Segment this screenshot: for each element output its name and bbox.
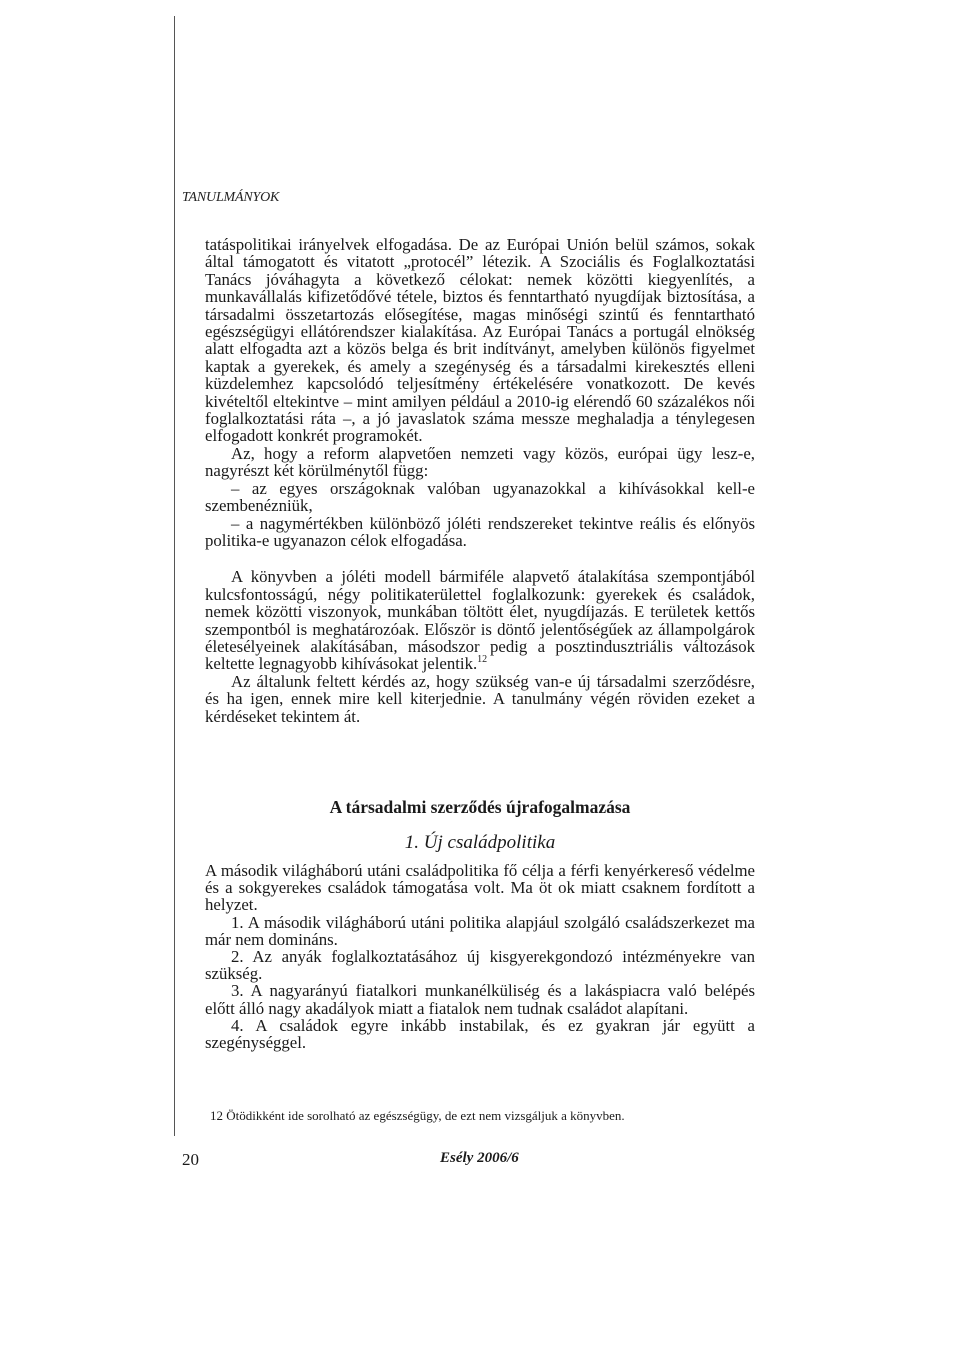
paragraph-3-text: A könyvben a jóléti modell bármiféle alapvető átalakítása szempontjából kulcsfontosságú, négy politikaterülettel foglalkozunk: gyerekek és családok, nemek közötti viszonyok, munkában töltött élet, nyugdíjazás. E területek kettős szempontból is meghatározóak. Először is döntő jelentőségűek az állampolgárok életesélyeinek alakításában, másodszor pedig a posztindusztriális változások keltette legnagyobb kihívásokat jelentik. — [205, 567, 755, 674]
journal-name: Esély 2006/6 — [440, 1150, 519, 1166]
section-title: A társadalmi szerződés újrafogalmazása — [329, 797, 631, 817]
running-head: TANULMÁNYOK — [182, 190, 280, 205]
paragraph-1: tatáspolitikai irányelvek elfogadása. De az Európai Unión belül számos, sokak által támogatott és vitatott „protocél” létezik. A Szociális és Foglalkoztatási Tanács jóváhagyta a következő célokat: nemek közötti kiegyenlítés, a munkavállalás kifizetődővé tétele, biztos és fenntartható nyugdíjak biztosítása, a társadalmi összetartozás elősegítése, magas minőségi szintű és fenntartható egészségügyi ellátórendszer kialakítása. Az Európai Tanács a portugál elnökség alatt elfogadta azt a közös belga és brit indítványt, amelyben különös figyelmet kaptak a gyerekek, és amely a szegénység és a társadalmi kirekesztés elleni küzdelemhez kapcsolódó teljesítmény értékelésére vonatkozott. De kevés kivételtől eltekintve – mint amilyen például a 2010-ig elérendő 60 százalékos női foglalkoztatási ráta –, a jó javaslatok száma messze meghaladja a ténylegesen elfogadott konkrét programokét. — [205, 235, 755, 446]
list-item: 2. Az anyák foglalkoztatásához új kisgyerekgondozó intézményekre van szükség. — [205, 947, 755, 984]
paragraph-2: Az, hogy a reform alapvetően nemzeti vagy közös, európai ügy lesz-e, nagyrészt két körülménytől függ: — [205, 443, 755, 481]
section-subtitle: 1. Új családpolitika — [404, 832, 556, 853]
margin-rule — [174, 16, 175, 1136]
dash-item-2: – a nagymértékben különböző jóléti rendszereket tekintve reális és előnyös politika-e ugyanazon célok elfogadása. — [205, 513, 755, 550]
dash-item-1: – az egyes országoknak valóban ugyanazokkal a kihívásokkal kell-e szembenézniük, — [205, 478, 755, 516]
section-text — [205, 862, 755, 1051]
paragraph-3 — [205, 568, 755, 672]
list-item: 1. A második világháború utáni politika alapjául szolgáló családszerkezet ma már nem domináns. — [205, 912, 755, 949]
footnote-number: 12 — [210, 1108, 223, 1123]
footnote-text: Ötödikként ide sorolható az egészségügy, de ezt nem vizsgáljuk a könyvben. — [226, 1108, 625, 1123]
list-item: 4. A családok egyre inkább instabilak, és ez gyakran jár együtt a szegénységgel. — [205, 1015, 755, 1053]
list-item: 3. A nagyarányú fiatalkori munkanélküliség és a lakáspiacra való belépés előtt álló nagy akadályok miatt a fiatalok nem tudnak családot alapítani. — [205, 981, 755, 1018]
body-text — [205, 236, 755, 725]
page-number: 20 — [182, 1150, 199, 1169]
section-intro: A második világháború utáni családpolitika fő célja a férfi kenyérkereső védelme és a sokgyerekes családok támogatása volt. Ma öt ok miatt csaknem fordított a helyzet. — [205, 861, 755, 915]
footnote — [210, 1108, 755, 1124]
footnote-ref: 12 — [477, 654, 488, 666]
paragraph-4: Az általunk feltett kérdés az, hogy szükség van-e új társadalmi szerződésre, és ha igen, ennek mire kell kiterjednie. A tanulmány végén röviden ezeket a kérdéseket tekintem át. — [205, 671, 755, 726]
